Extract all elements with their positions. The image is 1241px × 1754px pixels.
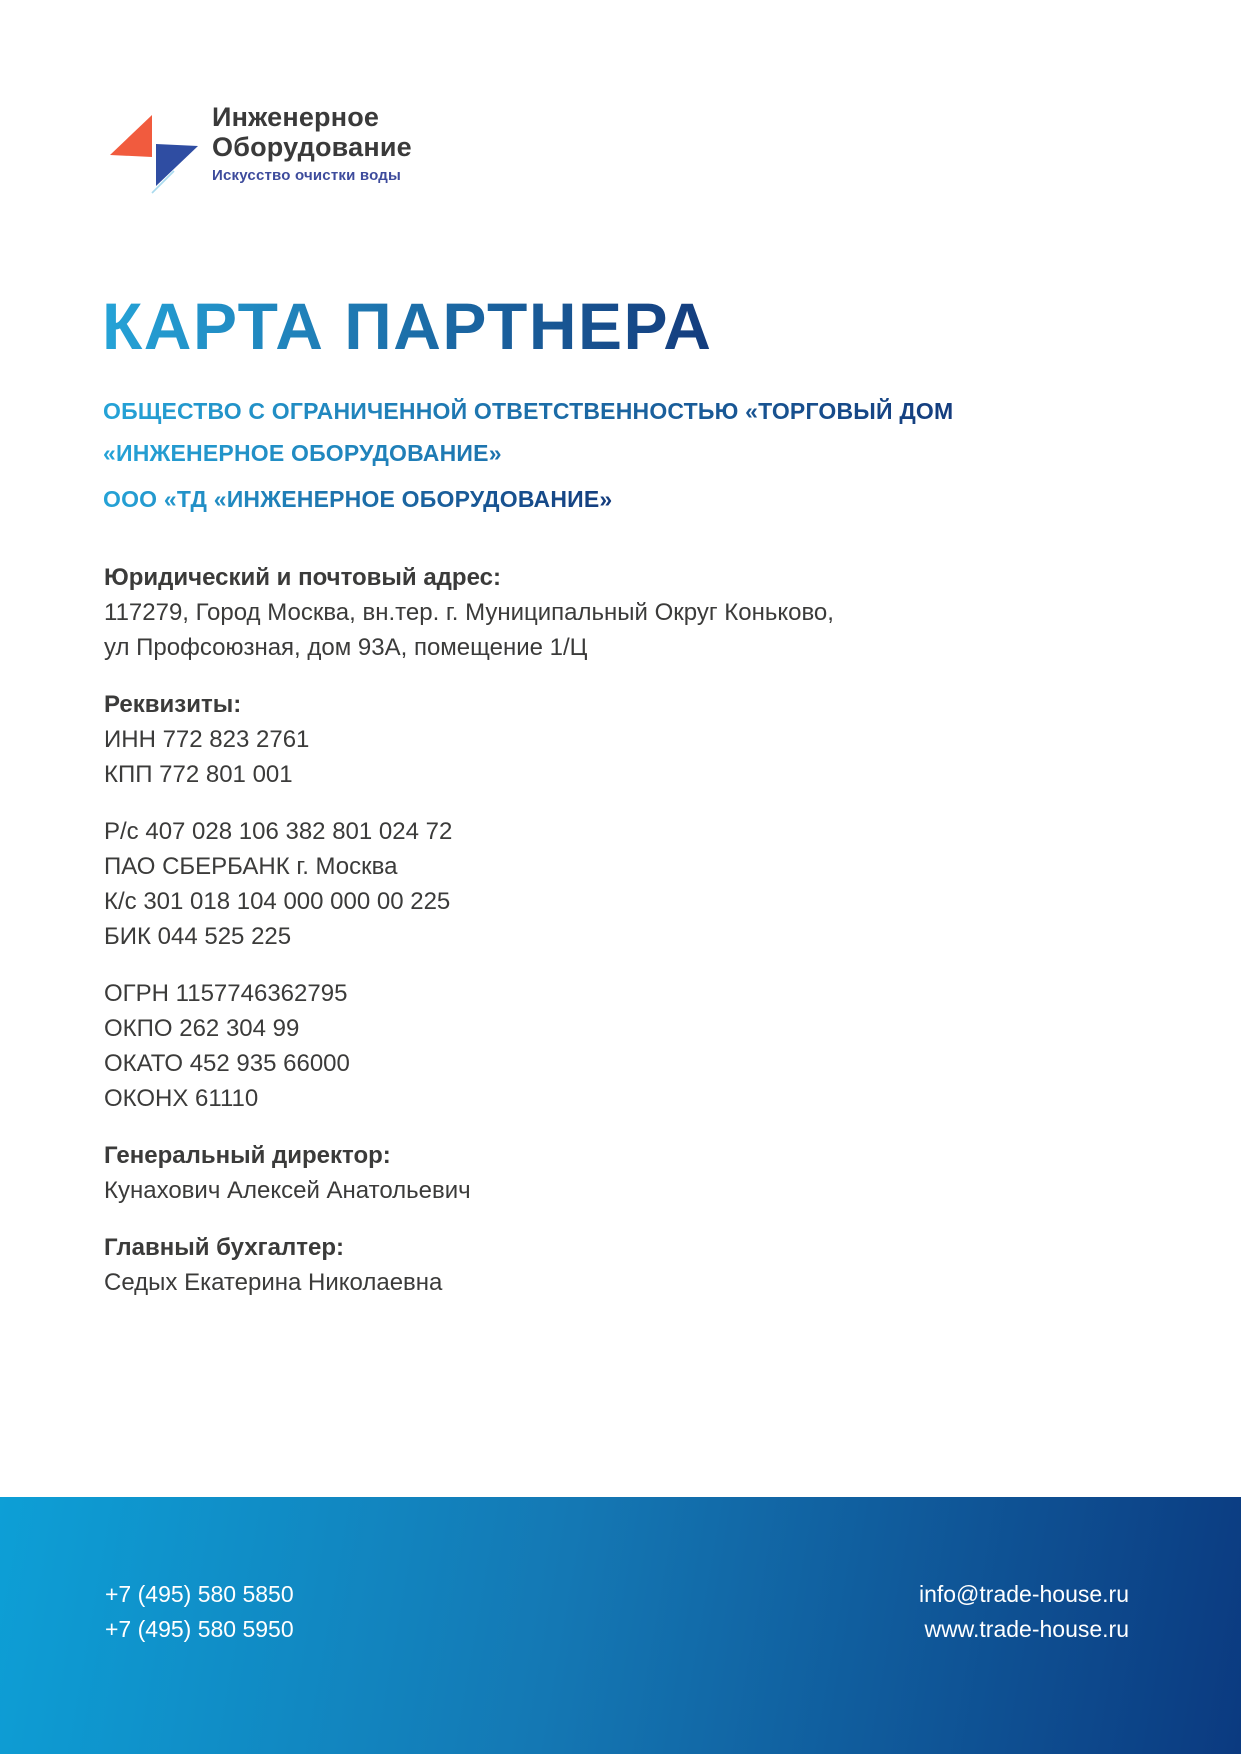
logo-name-line2: Оборудование bbox=[212, 132, 412, 162]
logo-text bbox=[212, 92, 412, 184]
page-title: КАРТА ПАРТНЕРА bbox=[102, 289, 713, 363]
registry-codes-section bbox=[104, 976, 1104, 1116]
footer-links bbox=[919, 1577, 1129, 1647]
okpo-value: ОКПО 262 304 99 bbox=[104, 1015, 300, 1042]
okato-value: ОКАТО 452 935 66000 bbox=[104, 1050, 350, 1077]
footer-email-link[interactable]: info@trade-house.ru bbox=[918, 1581, 1129, 1607]
company-logo bbox=[100, 92, 412, 202]
bank-name: ПАО СБЕРБАНК г. Москва bbox=[104, 853, 398, 880]
requisites-section bbox=[104, 687, 1104, 792]
address-line2: ул Профсоюзная, дом 93А, помещение 1/Ц bbox=[104, 634, 588, 661]
company-details bbox=[104, 560, 1104, 1322]
inn-value: ИНН 772 823 2761 bbox=[104, 726, 310, 753]
footer-phone-2: +7 (495) 580 5950 bbox=[105, 1616, 294, 1642]
okonh-value: ОКОНХ 61110 bbox=[104, 1085, 259, 1112]
footer-band bbox=[0, 1497, 1241, 1754]
bik-value: БИК 044 525 225 bbox=[104, 923, 292, 950]
address-line1: 117279, Город Москва, вн.тер. г. Муниципальный Округ Коньково, bbox=[104, 599, 834, 626]
footer-website-link[interactable]: www.trade-house.ru bbox=[924, 1616, 1129, 1642]
company-full-name-line2: «ИНЖЕНЕРНОЕ ОБОРУДОВАНИЕ» bbox=[103, 440, 502, 466]
logo-name-line1: Инженерное bbox=[212, 102, 380, 132]
company-full-name bbox=[103, 390, 953, 474]
address-section bbox=[104, 560, 1104, 665]
director-label: Генеральный директор: bbox=[104, 1142, 391, 1169]
requisites-label: Реквизиты: bbox=[104, 691, 242, 718]
kpp-value: КПП 772 801 001 bbox=[104, 761, 293, 788]
footer-phones bbox=[105, 1577, 294, 1647]
bank-section bbox=[104, 814, 1104, 954]
chief-accountant-label: Главный бухгалтер: bbox=[104, 1234, 345, 1261]
ogrn-value: ОГРН 1157746362795 bbox=[104, 980, 348, 1007]
logo-pinwheel-icon bbox=[100, 92, 200, 202]
chief-accountant-section bbox=[104, 1230, 1104, 1300]
chief-accountant-name: Седых Екатерина Николаевна bbox=[104, 1269, 443, 1296]
company-full-name-line1: ОБЩЕСТВО С ОГРАНИЧЕННОЙ ОТВЕТСТВЕННОСТЬЮ «ТОРГОВЫЙ ДОМ bbox=[103, 398, 954, 424]
settlement-account-value: Р/с 407 028 106 382 801 024 72 bbox=[104, 818, 453, 845]
address-label: Юридический и почтовый адрес: bbox=[104, 564, 501, 591]
footer-phone-1: +7 (495) 580 5850 bbox=[105, 1581, 294, 1607]
director-name: Кунахович Алексей Анатольевич bbox=[104, 1177, 471, 1204]
director-section bbox=[104, 1138, 1104, 1208]
company-short-name: ООО «ТД «ИНЖЕНЕРНОЕ ОБОРУДОВАНИЕ» bbox=[103, 486, 613, 512]
corr-account-value: К/с 301 018 104 000 000 00 225 bbox=[104, 888, 451, 915]
logo-tagline: Искусство очистки воды bbox=[212, 167, 402, 184]
